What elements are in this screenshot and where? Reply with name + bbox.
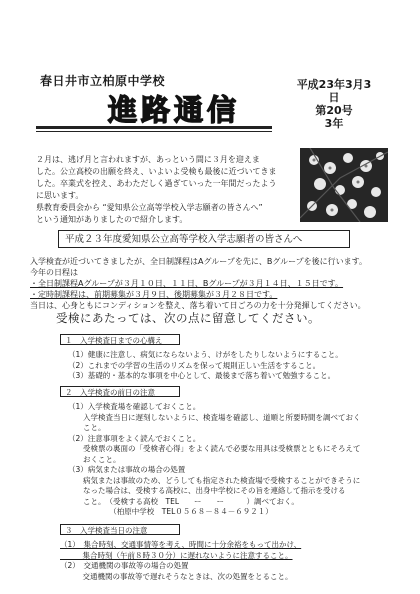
section-3-body — [60, 540, 400, 582]
intro-text — [36, 154, 290, 226]
section-line: 病気または事故のため、どうしても指定された検査場で受検することができそうに — [68, 475, 361, 485]
section-line: （2） 交通機関の事故等の場合の処置 — [60, 561, 189, 570]
section-1-title: １ 入学検査日までの心構え — [60, 334, 180, 345]
notice-body — [30, 256, 394, 311]
section-line: （1）入学検査場を確認しておくこと。 — [68, 402, 201, 411]
section-line: （1）健康に注意し、病気にならないよう、けがをしたりしないようにすること。 — [68, 350, 343, 359]
section-line: こと。 （受検する高校 TEL ー ー ）調べておく。 — [68, 496, 299, 506]
notice-heading: 平成２３年度愛知県公立高等学校入学志願者の皆さんへ — [58, 230, 350, 248]
intro-line: した。公立高校の出願を終え、いよいよ受検も最後に近づいてきま — [36, 167, 277, 176]
title-rule-thin — [36, 131, 272, 132]
section-line: （1） 集合時刻、交通事情等を考え、時間に十分余裕をもって出かけ、 — [60, 540, 302, 549]
section-line: （3）基礎的・基本的な事項を中心として、最後まで落ち着いて勉強すること。 — [68, 371, 336, 380]
section-line: おくこと。 — [68, 454, 121, 464]
intro-line: 県教育委員会から “愛知県公立高等学校入学志願者の皆さんへ” — [36, 203, 263, 212]
section-line: （柏原中学校 TEL０５６８－８４－６９２１） — [68, 507, 273, 516]
section-2-title: ２ 入学検査の前日の注意 — [60, 386, 180, 397]
section-line: （2）注意事項をよく読んでおくこと。 — [68, 433, 201, 443]
notice-line: 今年の日程は — [30, 268, 78, 277]
section-line: なった場合は、受検する高校に、出身中学校にその旨を連絡して指示を受ける — [68, 486, 346, 495]
newsletter-title: 進路通信 — [108, 93, 241, 127]
flower-photo — [300, 148, 388, 222]
section-line: （3）病気または事故の場合の処置 — [68, 465, 186, 474]
issue-meta — [294, 78, 374, 130]
school-name: 春日井市立柏原中学校 — [40, 74, 166, 88]
section-3-title: ３ 入学検査当日の注意 — [60, 524, 180, 535]
notice-line: 入学検査が近づいてきましたが、全日制課程はAグループを先に、Bグループを後に行います。 — [30, 257, 368, 266]
title-rule — [36, 126, 272, 129]
intro-line: ２月は、逃げ月と言われますが、あっという間に３月を迎えま — [36, 155, 260, 164]
section-line: 入学検査当日に遅刻しないように、検査場を確認し、道順と所要時間を調べておく — [68, 412, 361, 422]
intro-line: した。卒業式を控え、あわただしく過ぎていった一年間だったよう — [36, 179, 277, 188]
notice-line-a-schedule: ・全日制課程Aグループが３月１０日、１１日、Bグループが３月１４日、１５日です。 — [30, 279, 344, 288]
intro-line: に思います。 — [36, 191, 84, 200]
section-1-body — [68, 350, 398, 382]
guidance-lead: 受検にあたっては、次の点に留意してください。 — [56, 311, 320, 325]
section-line: 交通機関の事故等で遅れそうなときは、次の処置をとること。 — [60, 571, 293, 581]
issue-date: 平成23年3月3日 — [296, 78, 372, 104]
section-2-body — [68, 402, 398, 518]
issue-number: 第20号 — [315, 104, 353, 117]
notice-line: 当日は、心身ともにコンディションを整え、落ち着いて日ごろの力を十分発揮してください。 — [30, 301, 366, 310]
section-line: 集合時刻（午前８時３０分）に遅れないように注意すること。 — [60, 550, 293, 560]
section-line: 受検票の裏面の「受検者心得」をよく読んで必要な用具は受検票とともにそろえて — [68, 444, 361, 453]
section-line: （2）これまでの学習の生活のリズムを保って規則正しい生活をすること。 — [68, 360, 321, 370]
notice-line-b-schedule: ・定時制課程は、前期募集が３月９日、後期募集が３月２８日です。 — [30, 290, 278, 299]
issue-grade: 3年 — [324, 117, 344, 130]
section-line: こと。 — [68, 423, 106, 432]
intro-line: という通知がありましたので紹介します。 — [36, 215, 188, 224]
